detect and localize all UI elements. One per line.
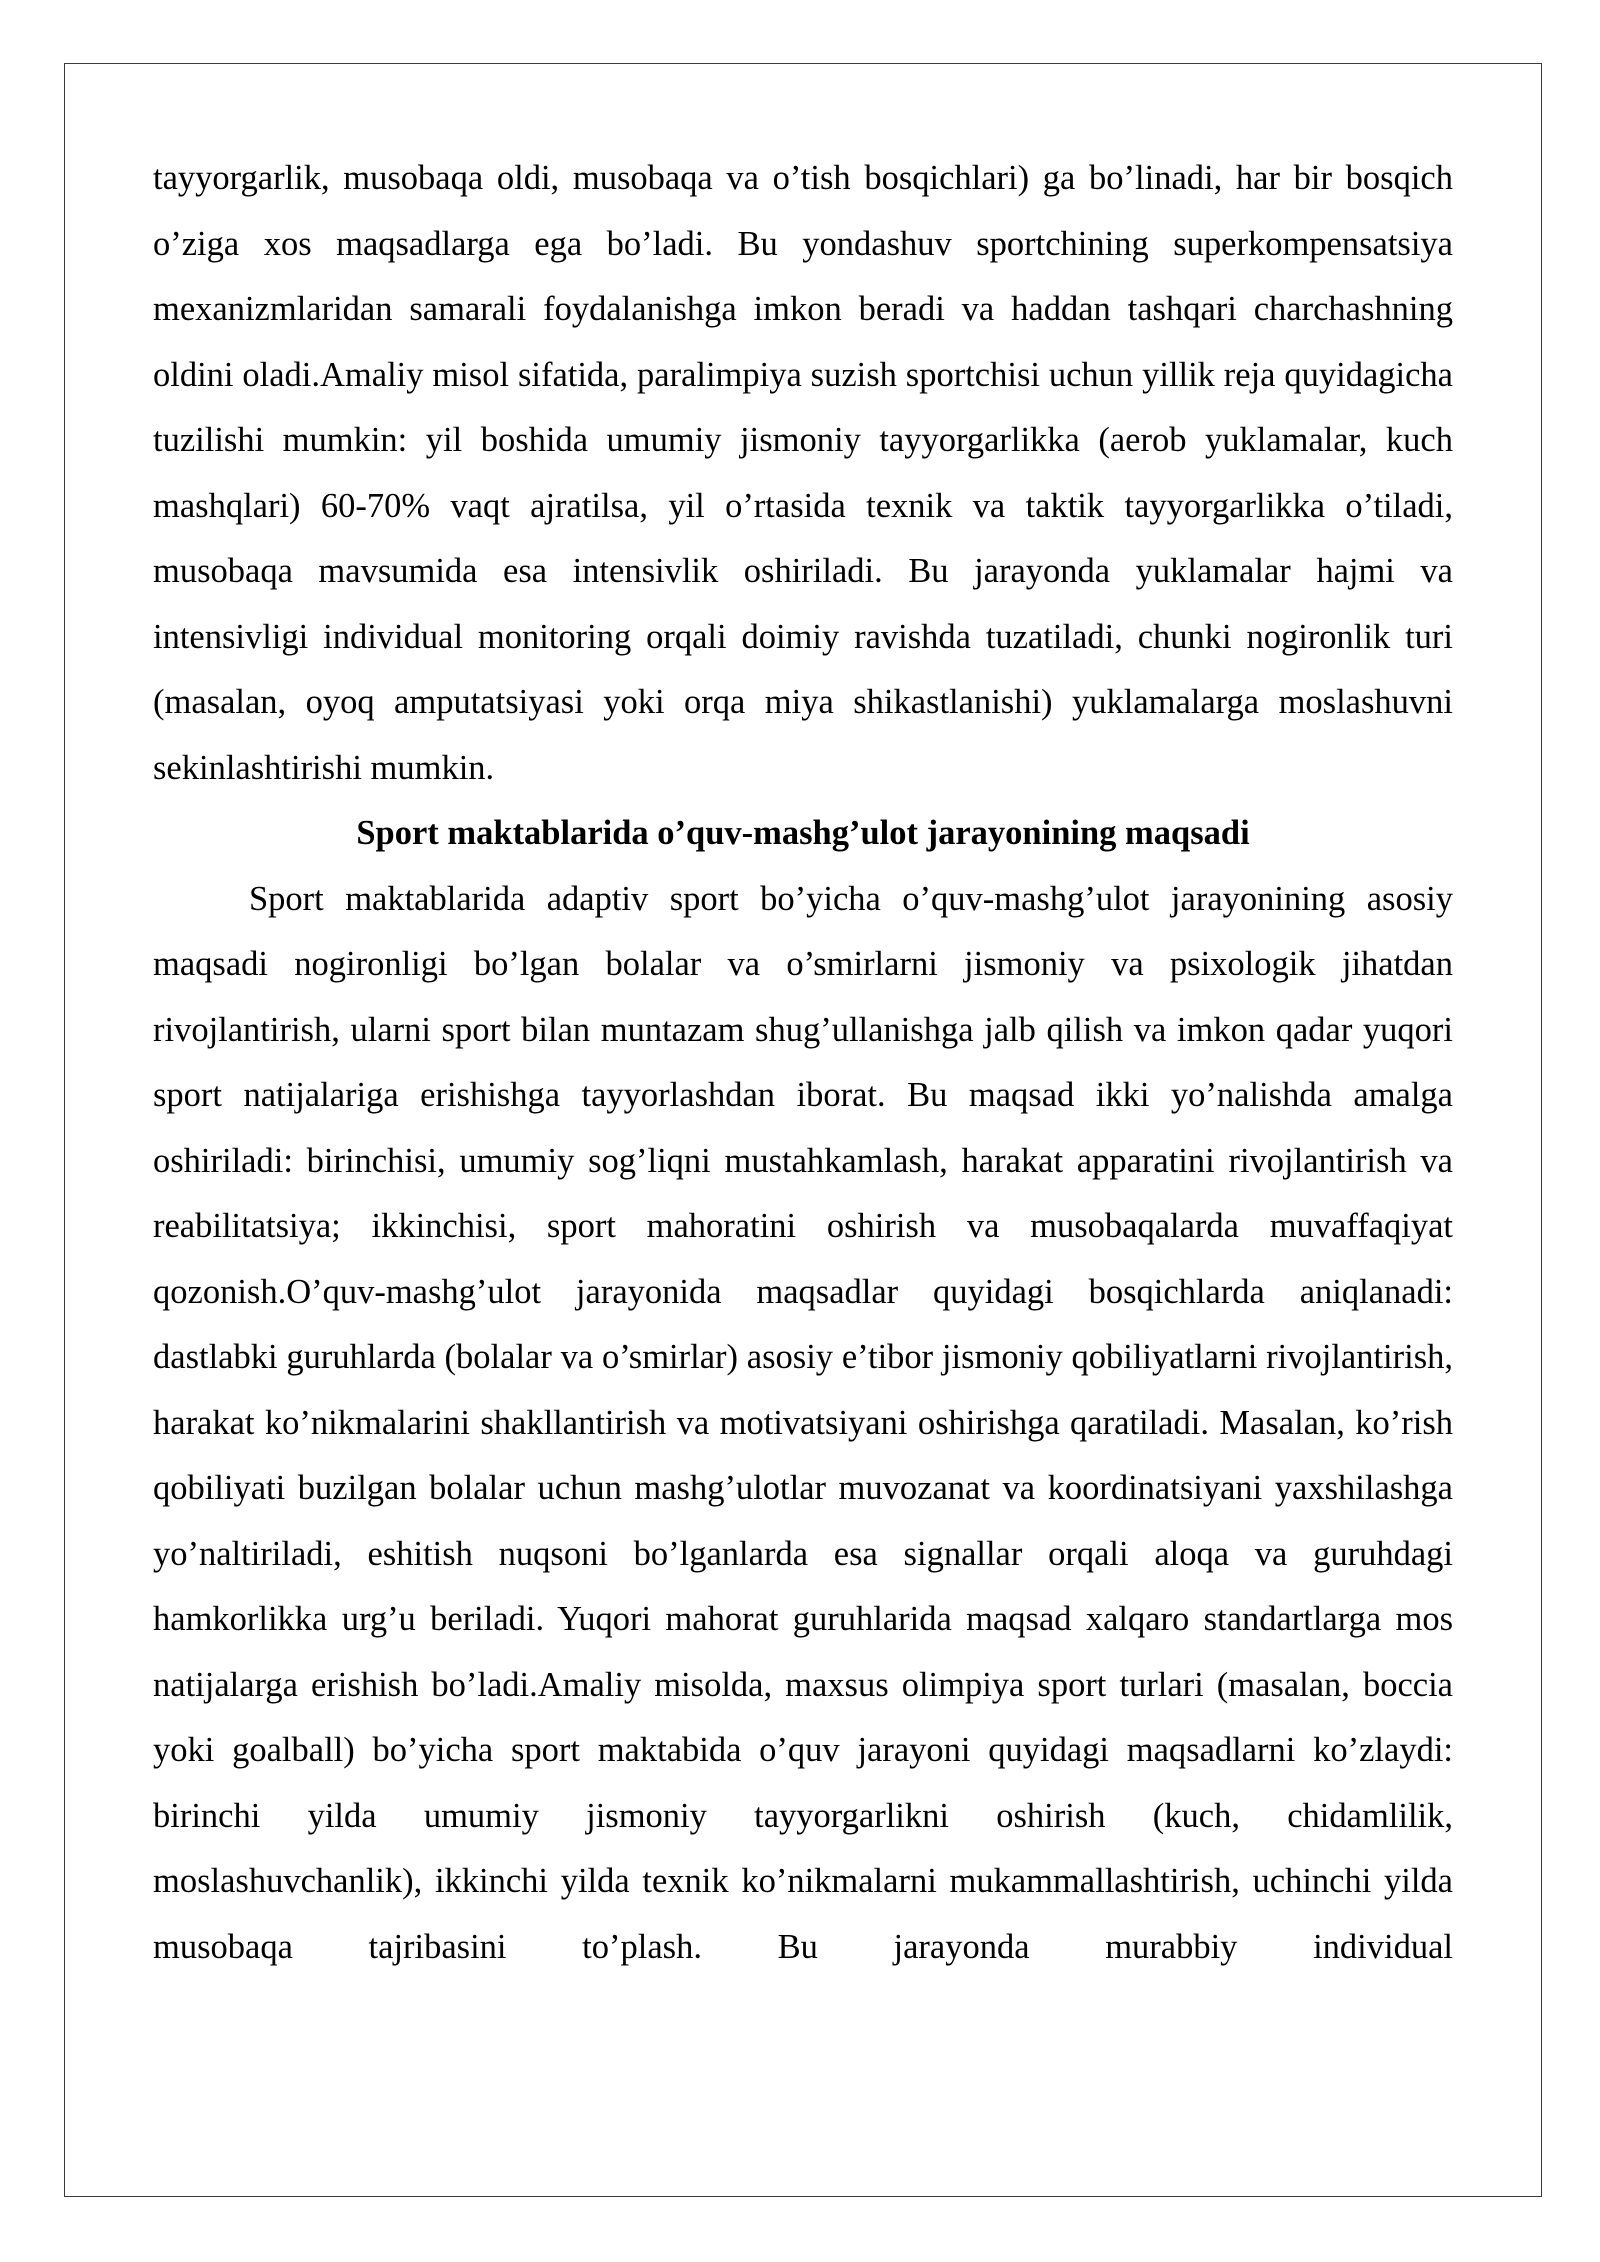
document-body <box>153 146 1453 1980</box>
paragraph-annual-plan: tayyorgarlik, musobaqa oldi, musobaqa va o’tish bosqichlari) ga bo’linadi, har bir bosqich o’ziga xos maqsadlarga ega bo’ladi. Bu yondashuv sportchining superkompensatsiya mexanizmlaridan samarali foydalanishga imkon beradi va haddan tashqari charchashning oldini oladi.Amaliy misol sifatida, paralimpiya suzish sportchisi uchun yillik reja quyidagicha tuzilishi mumkin: yil boshida umumiy jismoniy tayyorgarlikka (aerob yuklamalar, kuch mashqlari) 60-70% vaqt ajratilsa, yil o’rtasida texnik va taktik tayyorgarlikka o’tiladi, musobaqa mavsumida esa intensivlik oshiriladi. Bu jarayonda yuklamalar hajmi va intensivligi individual monitoring orqali doimiy ravishda tuzatiladi, chunki nogironlik turi (masalan, oyoq amputatsiyasi yoki orqa miya shikastlanishi) yuklamalarga moslashuvni sekinlashtirishi mumkin. <box>153 159 1453 787</box>
paragraph-training-goals: Sport maktablarida adaptiv sport bo’yicha o’quv-mashg’ulot jarayonining asosiy maqsadi nogironligi bo’lgan bolalar va o’smirlarni jismoniy va psixologik jihatdan rivojlantirish, ularni sport bilan muntazam shug’ullanishga jalb qilish va imkon qadar yuqori sport natijalariga erishishga tayyorlashdan iborat. Bu maqsad ikki yo’nalishda amalga oshiriladi: birinchisi, umumiy sog’liqni mustahkamlash, harakat apparatini rivojlantirish va reabilitatsiya; ikkinchisi, sport mahoratini oshirish va musobaqalarda muvaffaqiyat qozonish.O’quv-mashg’ulot jarayonida maqsadlar quyidagi bosqichlarda aniqlanadi: dastlabki guruhlarda (bolalar va o’smirlar) asosiy e’tibor jismoniy qobiliyatlarni rivojlantirish, harakat ko’nikmalarini shakllantirish va motivatsiyani oshirishga qaratiladi. Masalan, ko’rish qobiliyati buzilgan bolalar uchun mashg’ulotlar muvozanat va koordinatsiyani yaxshilashga yo’naltiriladi, eshitish nuqsoni bo’lganlarda esa signallar orqali aloqa va guruhdagi hamkorlikka urg’u beriladi. Yuqori mahorat guruhlarida maqsad xalqaro standartlarga mos natijalarga erishish bo’ladi.Amaliy misolda, maxsus olimpiya sport turlari (masalan, boccia yoki goalball) bo’yicha sport maktabida o’quv jarayoni quyidagi maqsadlarni ko’zlaydi: birinchi yilda umumiy jismoniy tayyorgarlikni oshirish (kuch, chidamlilik, moslashuvchanlik), ikkinchi yilda texnik ko’nikmalarni mukammallashtirish, uchinchi yilda musobaqa tajribasini to’plash. Bu jarayonda murabbiy individual <box>153 879 1453 1966</box>
section-heading: Sport maktablarida o’quv-mashg’ulot jarayonining maqsadi <box>356 814 1250 852</box>
